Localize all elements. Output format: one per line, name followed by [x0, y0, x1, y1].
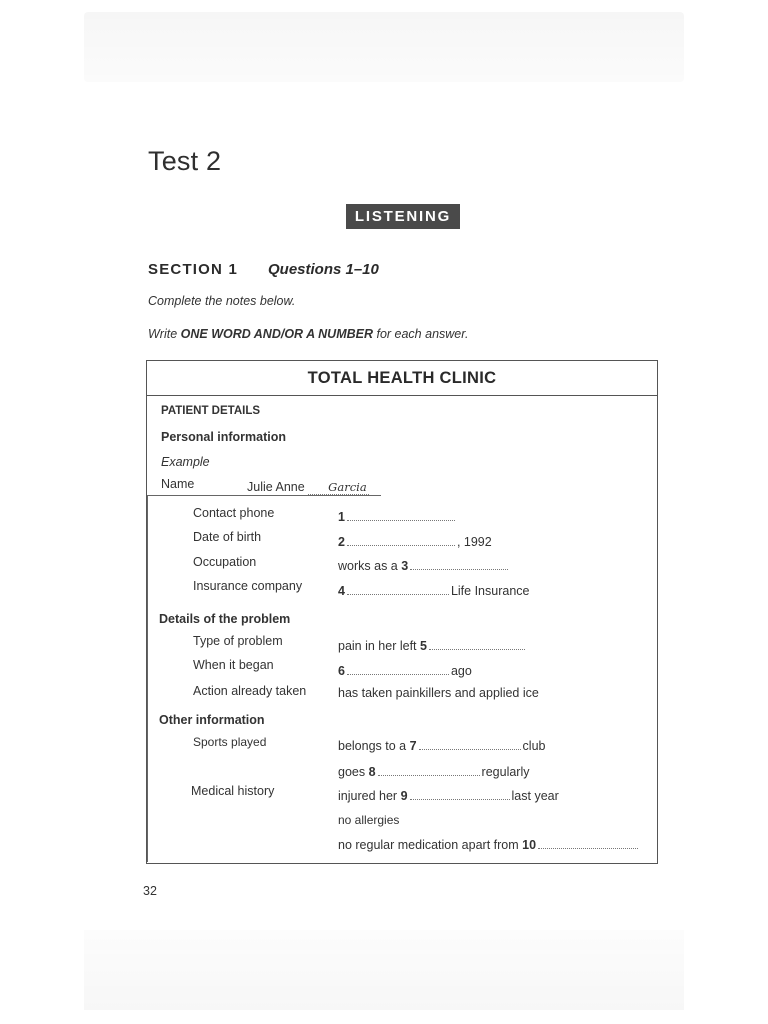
ago-suffix: ago — [450, 664, 472, 678]
question-number-2: 2 — [338, 535, 345, 549]
action-taken-label: Action already taken — [193, 684, 307, 698]
name-answer: Garcia — [308, 480, 369, 495]
details-of-problem-heading: Details of the problem — [159, 612, 291, 626]
question-number-5: 5 — [420, 639, 427, 653]
instruction-post: for each answer. — [373, 327, 469, 341]
example-divider — [147, 495, 381, 496]
date-of-birth-year: , 1992 — [456, 535, 492, 549]
blank-5[interactable] — [429, 639, 525, 650]
problem-prefix: pain in her left — [338, 639, 417, 653]
blank-9[interactable] — [410, 789, 510, 800]
occupation-label: Occupation — [193, 555, 257, 569]
answer-line-5 — [338, 639, 527, 653]
answer-line-1 — [338, 510, 457, 524]
answer-line-2 — [338, 535, 492, 549]
question-number-8: 8 — [368, 765, 376, 779]
blank-3[interactable] — [410, 559, 508, 570]
sports-played-label: Sports played — [193, 735, 267, 749]
medication-prefix: no regular medication apart from — [338, 838, 519, 852]
blank-1[interactable] — [347, 510, 455, 521]
question-number-1: 1 — [338, 510, 345, 524]
page-number: 32 — [143, 884, 157, 898]
question-number-6: 6 — [338, 664, 345, 678]
instruction-line-2 — [148, 327, 468, 341]
allergies-note: no allergies — [338, 813, 400, 827]
answer-line-8 — [338, 765, 529, 779]
answer-line-9 — [338, 789, 559, 803]
bleed-through-shadow-bottom — [84, 930, 684, 1010]
bleed-through-shadow-top — [84, 12, 684, 82]
club-prefix: belongs to a — [338, 739, 407, 753]
answer-line-4 — [338, 584, 529, 598]
action-taken-value: has taken painkillers and applied ice — [338, 686, 539, 700]
form-title: TOTAL HEALTH CLINIC — [147, 361, 657, 396]
goes-prefix: goes — [338, 765, 366, 779]
name-label: Name — [161, 477, 195, 491]
date-of-birth-label: Date of birth — [193, 530, 262, 544]
blank-10[interactable] — [538, 838, 638, 849]
occupation-prefix: works as a — [338, 559, 398, 573]
question-number-10: 10 — [522, 838, 537, 852]
questions-range: Questions 1–10 — [267, 261, 379, 278]
answer-line-7 — [338, 739, 545, 753]
other-information-heading: Other information — [159, 713, 265, 727]
blank-6[interactable] — [347, 664, 449, 675]
question-number-9: 9 — [400, 789, 408, 803]
answer-line-10 — [338, 838, 640, 852]
contact-phone-label: Contact phone — [193, 506, 275, 520]
instruction-pre: Write — [148, 327, 181, 341]
personal-information-heading: Personal information — [161, 430, 287, 444]
question-number-7: 7 — [409, 739, 417, 753]
answer-line-6 — [338, 664, 472, 678]
blank-2[interactable] — [347, 535, 455, 546]
insurance-company-label: Insurance company — [193, 579, 303, 593]
answer-line-3 — [338, 559, 510, 573]
injured-prefix: injured her — [338, 789, 398, 803]
example-name-entry — [247, 480, 369, 494]
question-number-3: 3 — [401, 559, 409, 573]
question-number-4: 4 — [338, 584, 345, 598]
medical-history-label: Medical history — [191, 784, 275, 798]
notes-form — [146, 360, 658, 864]
patient-details-heading: PATIENT DETAILS — [161, 405, 261, 417]
name-value: Julie Anne — [247, 480, 305, 494]
regularly-suffix: regularly — [481, 765, 530, 779]
instruction-bold: ONE WORD AND/OR A NUMBER — [180, 327, 373, 341]
instruction-line-1: Complete the notes below. — [148, 294, 296, 308]
insurance-suffix: Life Insurance — [450, 584, 530, 598]
listening-badge: LISTENING — [346, 204, 460, 229]
type-of-problem-label: Type of problem — [193, 634, 283, 648]
blank-7[interactable] — [419, 739, 521, 750]
section-label: SECTION 1 — [148, 261, 238, 278]
example-label: Example — [161, 455, 210, 469]
blank-4[interactable] — [347, 584, 449, 595]
when-it-began-label: When it began — [193, 658, 274, 672]
test-title: Test 2 — [148, 146, 222, 176]
blank-8[interactable] — [378, 765, 480, 776]
left-margin-rule — [147, 495, 148, 862]
last-year-suffix: last year — [511, 789, 559, 803]
section-heading — [148, 261, 379, 278]
club-suffix: club — [522, 739, 546, 753]
